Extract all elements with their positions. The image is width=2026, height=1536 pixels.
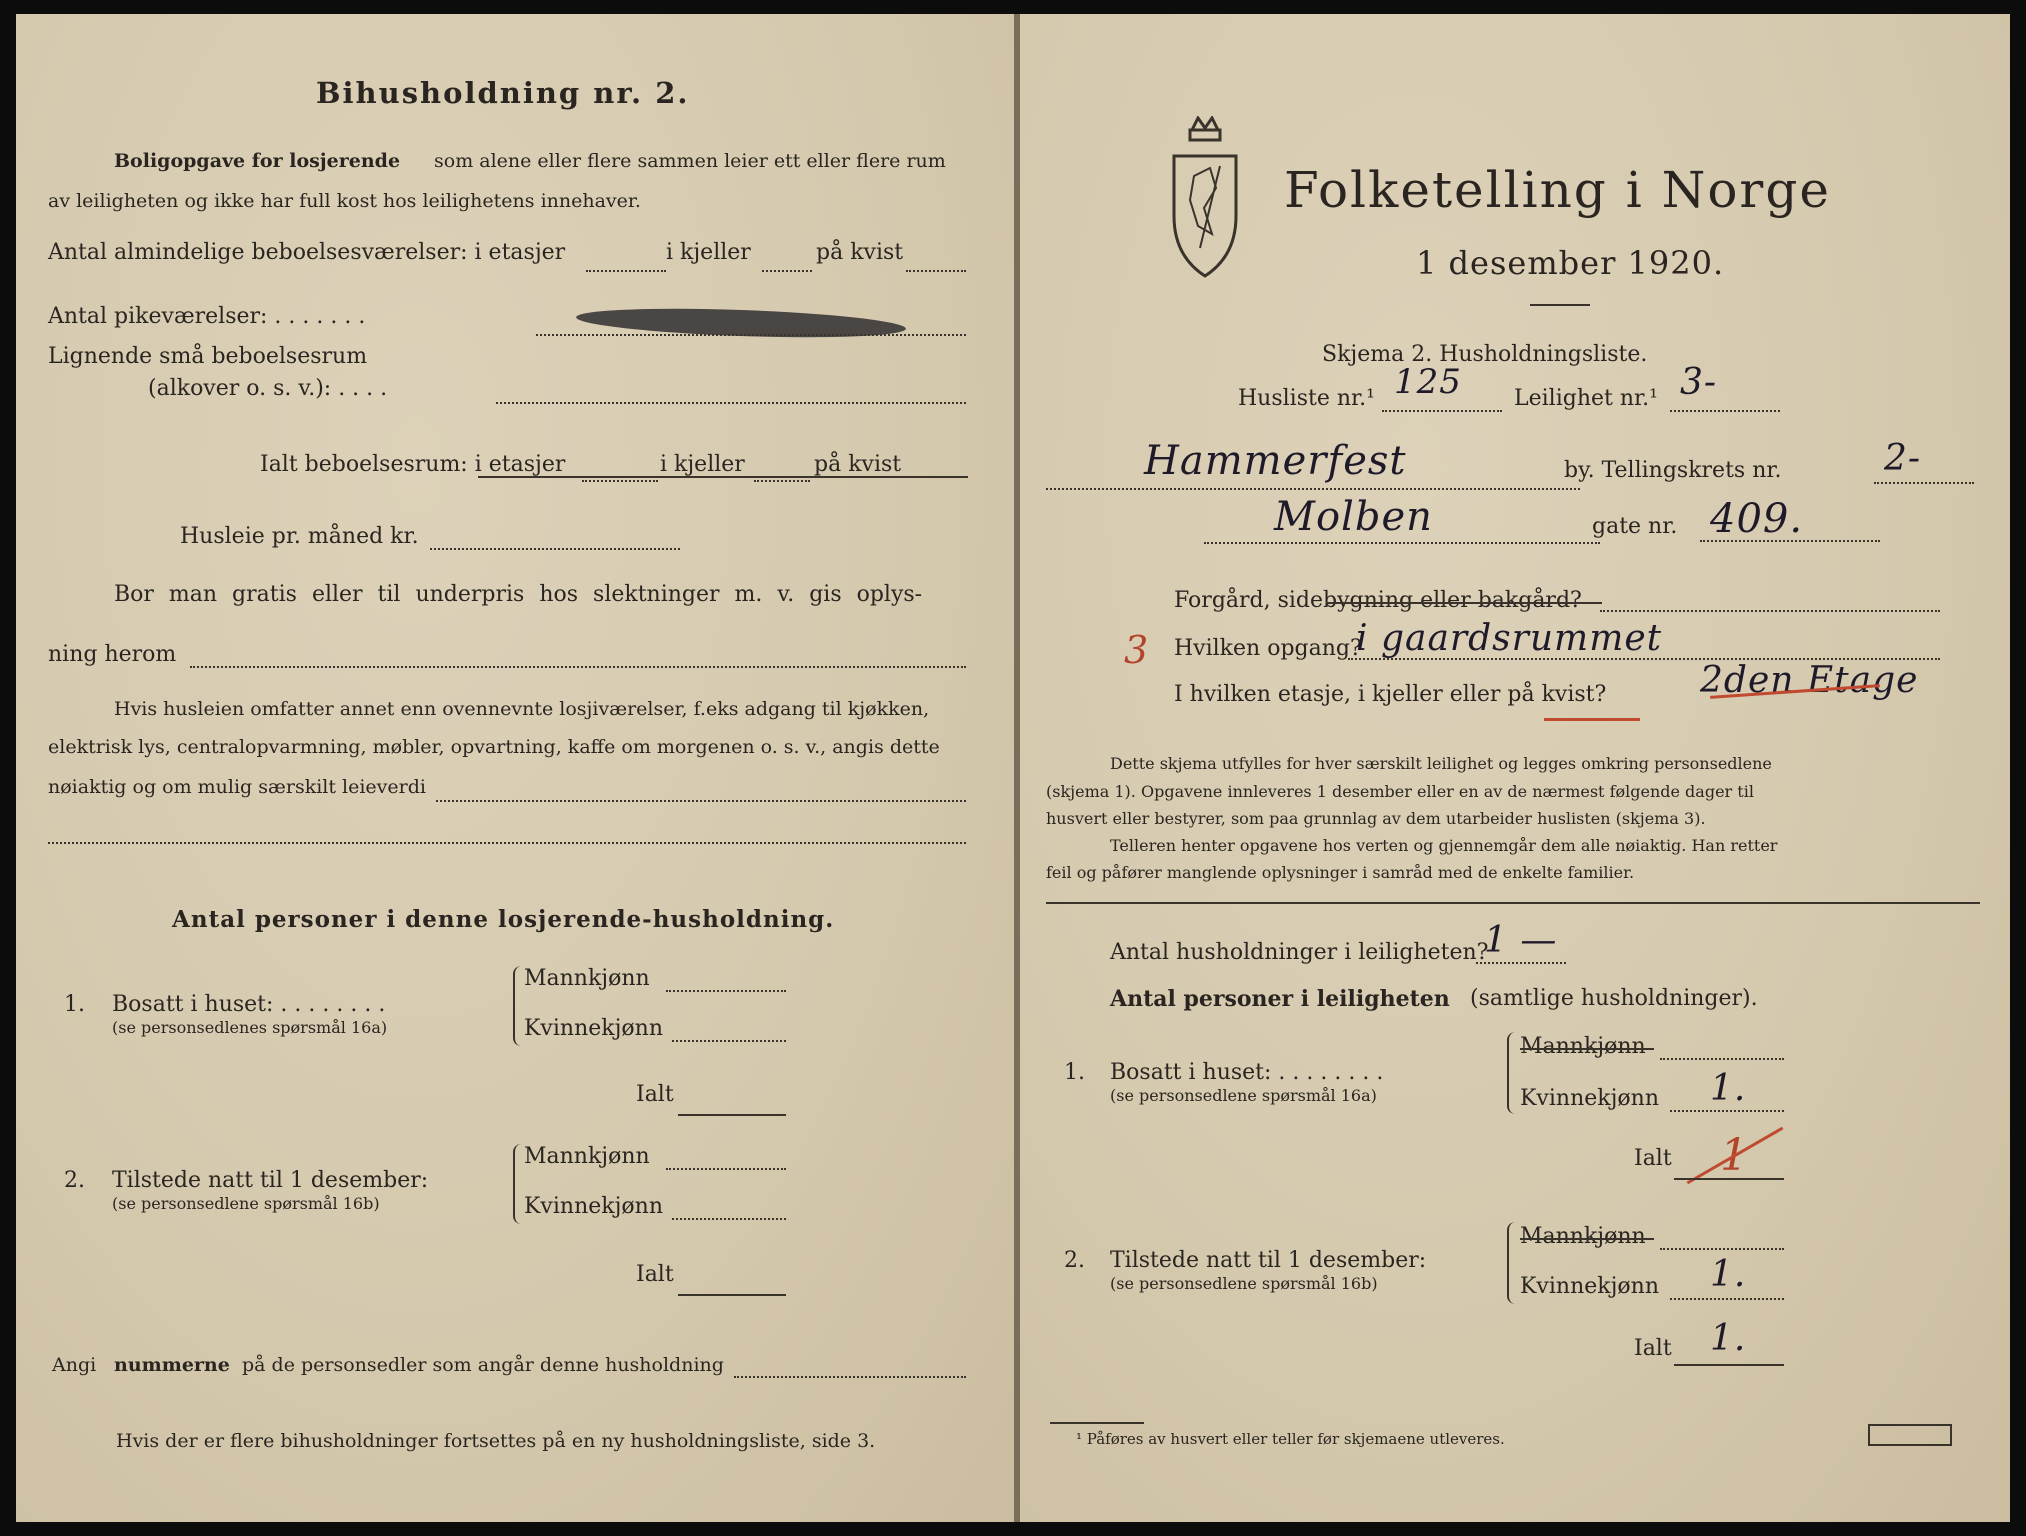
r-q1-kvinne-value: 1. [1710,1068,1747,1109]
leilighet-label: Leilighet nr.¹ [1514,386,1658,411]
ialt-kjeller: i kjeller [660,452,745,477]
q1-mann-field [666,990,786,992]
q1-sub: (se personsedlenes spørsmål 16a) [112,1018,388,1037]
q2-label: Tilstede natt til 1 desember: [112,1168,429,1193]
ialt-kvist: på kvist [814,452,902,477]
q1-kvinne-field [672,1040,786,1042]
r-q2-kvinne-field [1670,1298,1784,1300]
r-q2-brace [1507,1222,1519,1304]
husliste-field [1382,410,1502,412]
intro-bold: Boligopgave for losjerende [114,150,401,172]
pike-field [536,334,966,336]
gratis-line2: ning herom [48,642,177,667]
left-page [16,14,1016,1522]
r-q2-ialt-value: 1. [1710,1318,1747,1359]
info-line4: Telleren henter opgavene hos verten og gjennemgår dem alle nøiaktig. Han retter [1110,836,1778,855]
r-q1-ialt-value: 1 [1720,1130,1749,1181]
almindelige-kvist-field [906,270,966,272]
r-q1-kvinne: Kvinnekjønn [1520,1086,1659,1111]
info-line1: Dette skjema utfylles for hver særskilt leilighet og legges omkring personsedlene [1110,754,1772,773]
gate-field [1700,540,1880,542]
almindelige-etasjer-field [586,270,666,272]
etasje-red-underline [1544,718,1640,721]
q2-mann-field [666,1168,786,1170]
street-value: Molben [1274,494,1433,540]
by-krets-label: by. Tellingskrets nr. [1564,458,1782,483]
antal-hush-field [1476,962,1566,964]
gate-value: 409. [1710,496,1804,542]
hvis-line1: Hvis husleien omfatter annet enn ovennevnte losjiværelser, f.eks adgang til kjøkken, [114,698,930,720]
q1-label: Bosatt i huset: . . . . . . . . [112,992,386,1017]
street-field [1204,542,1600,544]
intro-line2: av leiligheten og ikke har full kost hos leilighetens innehaver. [48,190,641,212]
footnote-rule [1050,1422,1144,1424]
husleie-field [430,548,680,550]
antal-personer-heading: Antal personer i denne losjerende-husholdning. [172,906,835,933]
krets-field [1874,482,1974,484]
leilighet-field [1670,410,1780,412]
hvis-line2: elektrisk lys, centralopvarmning, møbler, opvartning, kaffe om morgenen o. s. v., angis dette [48,736,940,758]
r-q2-mann-field [1660,1248,1784,1250]
q1-kvinne: Kvinnekjønn [524,1016,663,1041]
etasje-value: 2den Etage [1700,660,1919,701]
husliste-label: Husliste nr.¹ [1238,386,1375,411]
r-q1-ialt: Ialt [1634,1146,1672,1171]
q2-ialt: Ialt [636,1262,674,1287]
alkover-label: (alkover o. s. v.): . . . . [148,376,388,401]
angi-pre: Angi [52,1354,97,1376]
r-q1-mann-strike [1520,1048,1654,1050]
angi-field [734,1376,966,1378]
r-q1-sub: (se personsedlene spørsmål 16a) [1110,1086,1377,1105]
r-q1-mann-field [1660,1058,1784,1060]
r-q2-mann: Mannkjønn [1520,1224,1646,1249]
info-line5: feil og påfører manglende oplysninger i samråd med de enkelte familier. [1046,863,1635,882]
census-date: 1 desember 1920. [1416,244,1725,282]
angi-bold: nummerne [114,1354,230,1376]
almindelige-kvist: på kvist [816,240,904,265]
angi-rest: på de personsedler som angår denne husholdning [242,1354,724,1376]
r-q1-label: Bosatt i huset: . . . . . . . . [1110,1060,1384,1085]
bihusholdning-heading: Bihusholdning nr. 2. [316,76,690,110]
almindelige-kjeller: i kjeller [666,240,751,265]
q2-mann: Mannkjønn [524,1144,650,1169]
gratis-field [190,666,966,668]
footnote: ¹ Påføres av husvert eller teller før skjemaene utleveres. [1076,1430,1505,1448]
q2-number: 2. [64,1168,85,1193]
q2-kvinne-field [672,1218,786,1220]
r-q1-kvinne-field [1670,1110,1784,1112]
alkover-field [496,402,966,404]
ialt-underline [478,476,968,478]
info-divider [1046,902,1980,904]
right-page [1020,14,2010,1522]
forgard-label: Forgård, sidebygning eller bakgård? [1174,588,1582,613]
almindelige-kjeller-field [762,270,812,272]
ialt-etasjer-field [582,480,658,482]
antal-hush-value: 1 — [1484,920,1558,961]
r-q1-number: 1. [1064,1060,1085,1085]
antal-pers-rest: (samtlige husholdninger). [1470,986,1758,1011]
form-title: Folketelling i Norge [1284,161,1831,219]
r-q2-number: 2. [1064,1248,1085,1273]
city-value: Hammerfest [1144,438,1407,484]
r-q2-kvinne-value: 1. [1710,1254,1747,1295]
extra-line [48,842,966,844]
r-q1-brace [1507,1032,1519,1114]
r-q2-mann-strike [1520,1238,1654,1240]
forgard-strike [1326,602,1602,604]
r-q2-label: Tilstede natt til 1 desember: [1110,1248,1427,1273]
hvis-line3: nøiaktig og om mulig særskilt leieverdi [48,776,426,798]
forgard-field [1600,610,1940,612]
intro-rest: som alene eller flere sammen leier ett eller flere rum [434,150,946,172]
coat-of-arms-icon [1164,116,1246,284]
antal-pers-bold: Antal personer i leiligheten [1110,986,1450,1012]
q1-number: 1. [64,992,85,1017]
opgang-label: Hvilken opgang? [1174,636,1362,661]
leieverdi-field [436,800,966,802]
lignende-label: Lignende små beboelsesrum [48,344,368,369]
krets-value: 2- [1884,438,1922,479]
r-q2-kvinne: Kvinnekjønn [1520,1274,1659,1299]
gate-label: gate nr. [1592,514,1678,539]
gratis-line1: Bor man gratis eller til underpris hos slektninger m. v. gis oplys- [114,582,923,607]
r-q2-ialt-field [1674,1364,1784,1366]
q1-mann: Mannkjønn [524,966,650,991]
scribble-mark [576,304,907,342]
almindelige-label: Antal almindelige beboelsesværelser: i etasjer [48,240,566,265]
q1-ialt: Ialt [636,1082,674,1107]
q2-kvinne: Kvinnekjønn [524,1194,663,1219]
opgang-value: i gaardsrummet [1356,618,1663,659]
q2-sub: (se personsedlene spørsmål 16b) [112,1194,380,1213]
husliste-value: 125 [1394,362,1462,402]
q1-ialt-field [678,1114,786,1116]
r-q1-ialt-field [1674,1178,1784,1180]
ialt-kjeller-field [754,480,810,482]
q2-ialt-field [678,1294,786,1296]
footer-note: Hvis der er flere bihusholdninger fortsettes på en ny husholdningsliste, side 3. [116,1430,876,1452]
etasje-label: I hvilken etasje, i kjeller eller på kvist? [1174,682,1607,707]
ialt-beboelsesrum-label: Ialt beboelsesrum: i etasjer [260,452,566,477]
pike-label: Antal pikeværelser: . . . . . . . [48,304,366,329]
info-line3: husvert eller bestyrer, som paa grunnlag av dem utarbeider huslisten (skjema 3). [1046,809,1706,828]
r-q2-sub: (se personsedlene spørsmål 16b) [1110,1274,1378,1293]
antal-hush-label: Antal husholdninger i leiligheten? [1110,940,1489,965]
skjema-label: Skjema 2. Husholdningsliste. [1322,342,1648,367]
leilighet-value: 3- [1680,362,1718,403]
r-q2-ialt: Ialt [1634,1336,1672,1361]
city-field [1046,488,1580,490]
info-line2: (skjema 1). Opgavene innleveres 1 desember eller en av de nærmest følgende dager til [1046,782,1754,801]
opgang-red-mark: 3 [1124,628,1150,672]
printer-stamp [1868,1424,1952,1446]
husleie-label: Husleie pr. måned kr. [180,524,419,549]
r-q1-mann: Mannkjønn [1520,1034,1646,1059]
title-divider [1530,304,1590,306]
